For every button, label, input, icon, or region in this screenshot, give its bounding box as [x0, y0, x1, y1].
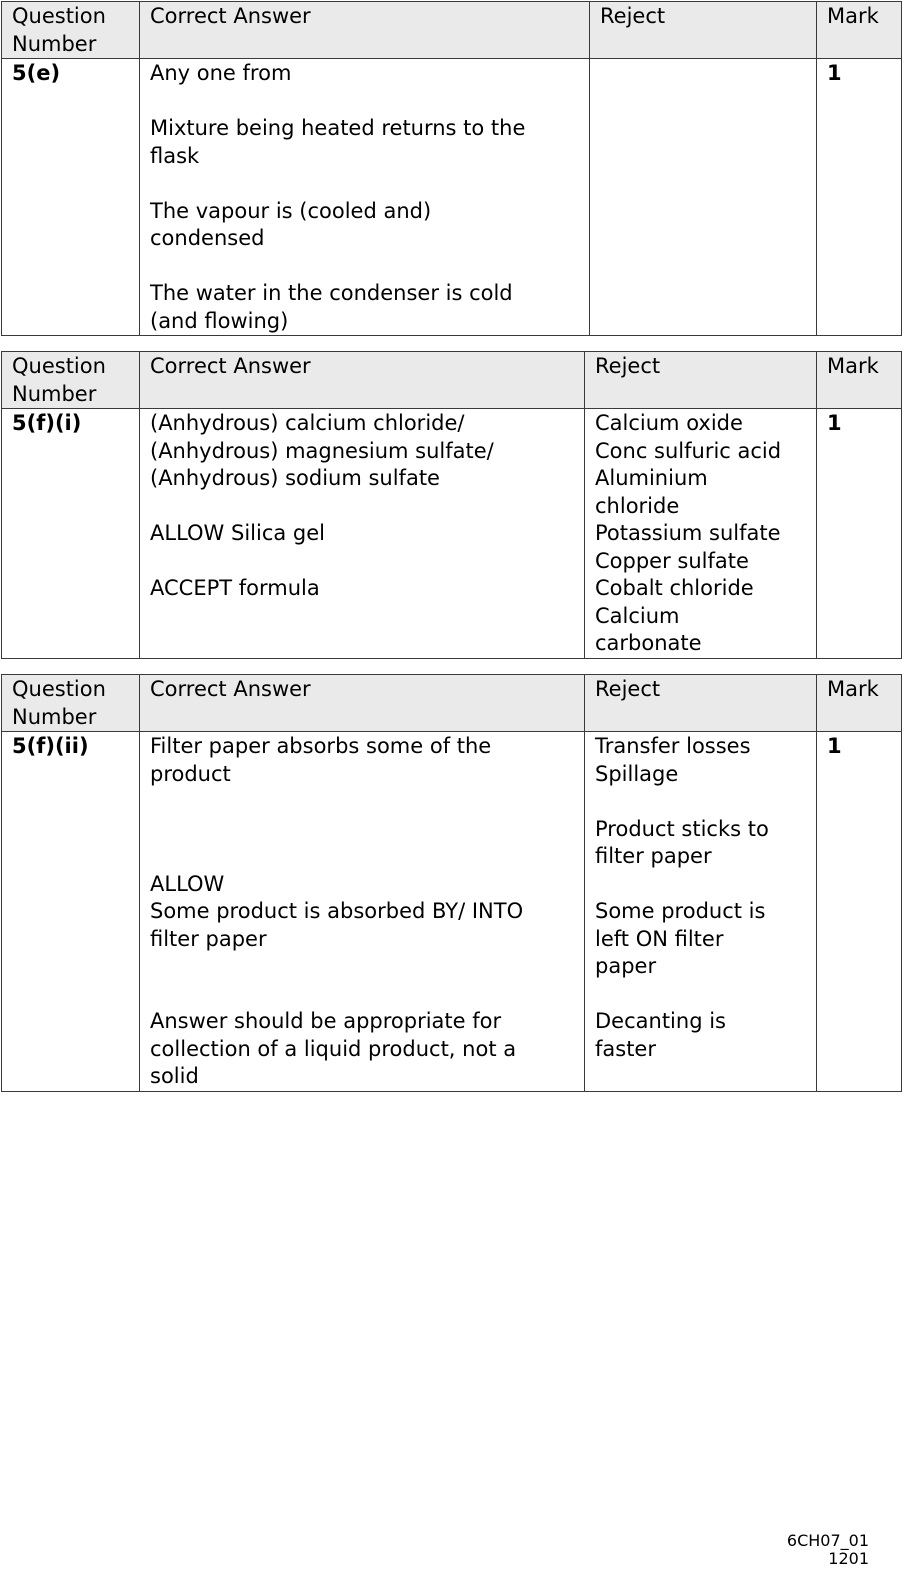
answer-line: flask	[150, 143, 200, 168]
answer-line: (Anhydrous) calcium chloride/	[150, 411, 465, 435]
reject-line: filter paper	[595, 844, 712, 868]
answer-line: Answer should be appropriate for	[150, 1009, 502, 1033]
header-reject: Reject	[585, 352, 817, 409]
question-number: 5(f)(ii)	[12, 734, 89, 758]
question-number-cell	[2, 732, 140, 1092]
header-mark: Mark	[817, 2, 902, 59]
page-footer	[787, 1532, 869, 1568]
header-question-number: Question Number	[2, 2, 140, 59]
answer-line: ALLOW	[150, 871, 225, 896]
answer-line: Filter paper absorbs some of the	[150, 734, 492, 758]
reject-cell	[585, 409, 817, 659]
reject-line: Product sticks to	[595, 816, 769, 841]
table-row	[2, 409, 902, 659]
reject-cell	[590, 59, 817, 336]
answer-line: solid	[150, 1064, 199, 1088]
reject-line: chloride	[595, 493, 680, 518]
table-header-row	[2, 675, 902, 732]
answer-line: filter paper	[150, 926, 267, 951]
header-question-number: Question Number	[2, 352, 140, 409]
answer-line: ALLOW Silica gel	[150, 521, 325, 545]
reject-line: paper	[595, 954, 657, 978]
answer-line: condensed	[150, 226, 265, 250]
reject-line: Copper sulfate	[595, 548, 749, 573]
correct-answer-cell	[140, 59, 590, 336]
header-correct-answer: Correct Answer	[140, 352, 585, 409]
answer-line: (Anhydrous) magnesium sulfate/	[150, 438, 494, 463]
header-reject: Reject	[590, 2, 817, 59]
question-number: 5(e)	[12, 61, 61, 85]
reject-line: carbonate	[595, 631, 702, 655]
reject-line: Potassium sulfate	[595, 521, 781, 545]
answer-line: (Anhydrous) sodium sulfate	[150, 466, 440, 490]
reject-line: left ON filter	[595, 926, 724, 951]
question-number-cell	[2, 59, 140, 336]
header-mark: Mark	[817, 352, 902, 409]
answer-line: ACCEPT formula	[150, 576, 320, 600]
table-row	[2, 732, 902, 1092]
mark-scheme-table-5fii	[1, 674, 902, 1092]
header-correct-answer: Correct Answer	[140, 675, 585, 732]
answer-line: product	[150, 761, 231, 786]
table-header-row	[2, 352, 902, 409]
answer-line: Some product is absorbed BY/ INTO	[150, 899, 524, 923]
correct-answer-cell	[140, 409, 585, 659]
page-reference: 1201	[828, 1549, 869, 1568]
reject-line: Calcium	[595, 603, 680, 628]
header-correct-answer: Correct Answer	[140, 2, 590, 59]
answer-line: collection of a liquid product, not a	[150, 1036, 517, 1061]
reject-line: Decanting is	[595, 1009, 726, 1033]
mark-scheme-table-5e	[1, 1, 902, 336]
mark-cell	[817, 732, 902, 1092]
question-number-cell	[2, 409, 140, 659]
question-number: 5(f)(i)	[12, 411, 82, 435]
correct-answer-cell	[140, 732, 585, 1092]
table-header-row	[2, 2, 902, 59]
reject-line: Spillage	[595, 761, 679, 786]
reject-line: Conc sulfuric acid	[595, 438, 782, 463]
answer-line: Any one from	[150, 61, 292, 85]
answer-line: Mixture being heated returns to the	[150, 116, 526, 140]
mark-value: 1	[827, 61, 842, 85]
reject-line: Calcium oxide	[595, 411, 743, 435]
reject-line: Aluminium	[595, 466, 708, 490]
header-question-number: Question Number	[2, 675, 140, 732]
reject-line: Transfer losses	[595, 734, 751, 758]
reject-line: Cobalt chloride	[595, 576, 754, 600]
header-mark: Mark	[817, 675, 902, 732]
mark-cell	[817, 409, 902, 659]
paper-code: 6CH07_01	[786, 1531, 869, 1550]
mark-value: 1	[827, 734, 842, 758]
mark-scheme-table-5fi	[1, 351, 902, 659]
mark-cell	[817, 59, 902, 336]
header-reject: Reject	[585, 675, 817, 732]
table-row	[2, 59, 902, 336]
answer-line: (and flowing)	[150, 308, 289, 333]
answer-line: The water in the condenser is cold	[150, 281, 513, 305]
mark-value: 1	[827, 411, 842, 435]
answer-line: The vapour is (cooled and)	[150, 198, 432, 223]
reject-cell	[585, 732, 817, 1092]
reject-line: faster	[595, 1036, 656, 1061]
reject-line: Some product is	[595, 899, 766, 923]
